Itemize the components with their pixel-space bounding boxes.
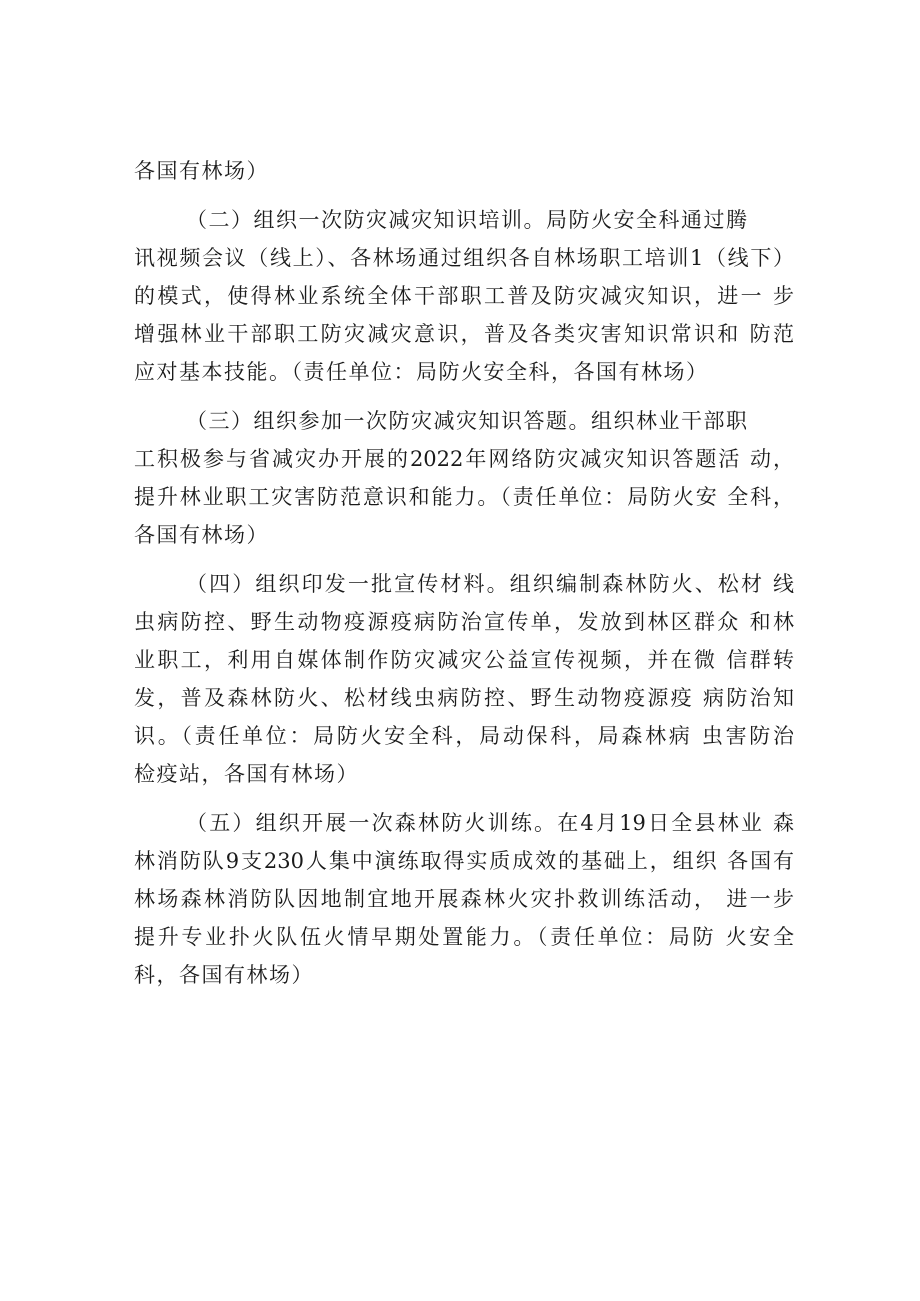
paragraph xyxy=(134,402,794,554)
text-line: 各国有林场） xyxy=(134,523,269,547)
text-line: 业职工，利用自媒体制作防灾减灾公益宣传视频，并在微 信群转 xyxy=(134,648,794,672)
paragraph xyxy=(134,152,794,190)
text-line: 林场森林消防队因地制宜地开展森林火灾扑救训练活动， 进一步 xyxy=(134,887,794,911)
text-line: 林消防队9支230人集中演练取得实质成效的基础上，组织 各国有 xyxy=(134,849,794,873)
text-line: 虫病防控、野生动物疫源疫病防治宣传单，发放到林区群众 和林 xyxy=(134,610,794,634)
text-line: 应对基本技能。（责任单位：局防火安全科，各国有林场） xyxy=(134,360,709,384)
paragraph xyxy=(134,804,794,994)
paragraph xyxy=(134,201,794,391)
text-line: 各国有林场） xyxy=(134,159,269,183)
paragraph xyxy=(134,565,794,793)
paragraph-gap xyxy=(134,391,794,402)
text-line: （三）组织参加一次防灾减灾知识答题。组织林业干部职 xyxy=(186,409,749,433)
text-line: 增强林业干部职工防灾减灾意识，普及各类灾害知识常识和 防范 xyxy=(134,322,794,346)
text-line: 讯视频会议（线上）、各林场通过组织各自林场职工培训1（线下） xyxy=(134,246,794,270)
text-line: 工积极参与省减灾办开展的2022年网络防灾减灾知识答题活 动， xyxy=(134,447,794,471)
text-line: 的模式，使得林业系统全体干部职工普及防灾减灾知识，进一 步 xyxy=(134,284,794,308)
text-line: （四）组织印发一批宣传材料。组织编制森林防火、松材 线 xyxy=(186,572,794,596)
paragraph-gap xyxy=(134,554,794,565)
text-line: 科，各国有林场） xyxy=(134,963,314,987)
text-line: 检疫站，各国有林场） xyxy=(134,762,359,786)
text-line: （二）组织一次防灾减灾知识培训。局防火安全科通过腾 xyxy=(186,208,749,232)
text-line: 提升林业职工灾害防范意识和能力。（责任单位：局防火安 全科， xyxy=(134,485,794,509)
document-body xyxy=(134,152,794,994)
text-line: 识。（责任单位：局防火安全科，局动保科，局森林病 虫害防治 xyxy=(134,724,794,748)
text-line: 提升专业扑火队伍火情早期处置能力。（责任单位：局防 火安全 xyxy=(134,925,794,949)
paragraph-gap xyxy=(134,190,794,201)
text-line: （五）组织开展一次森林防火训练。在4月19日全县林业 森 xyxy=(186,811,794,835)
paragraph-gap xyxy=(134,793,794,804)
text-line: 发，普及森林防火、松材线虫病防控、野生动物疫源疫 病防治知 xyxy=(134,686,794,710)
